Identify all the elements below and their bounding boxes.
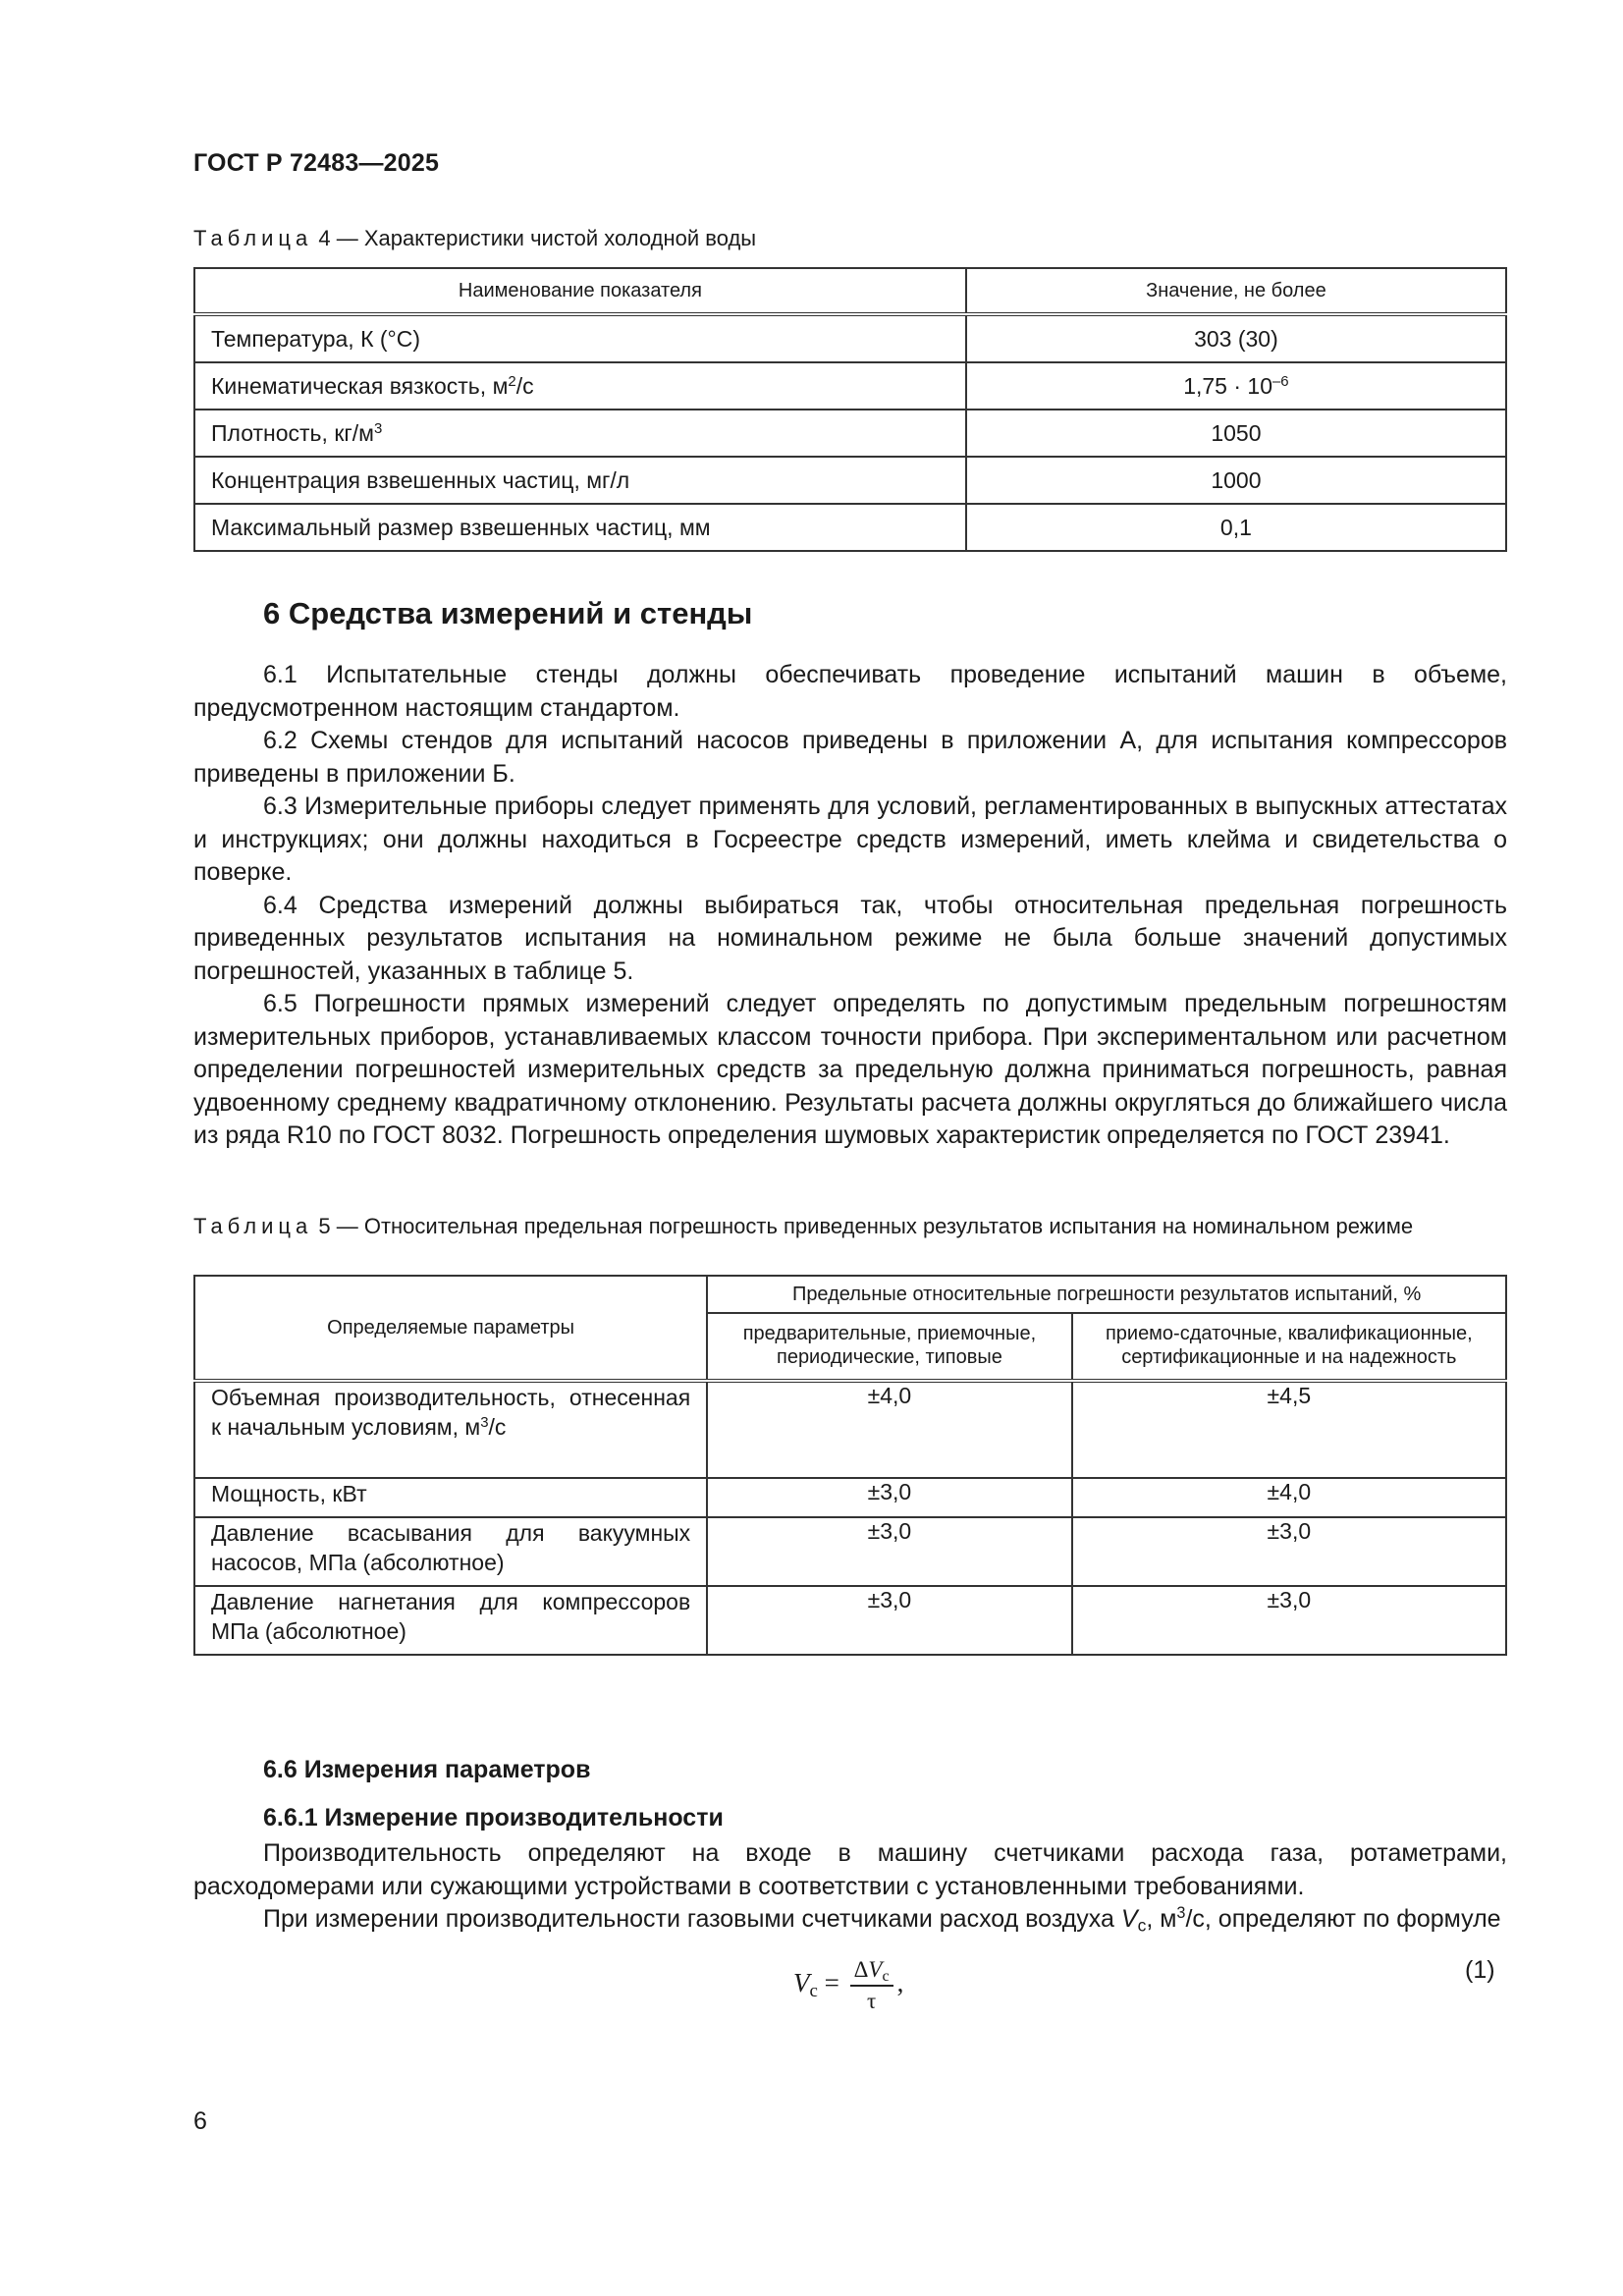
table5-col-group: Предельные относительные погрешности результатов испытаний, %	[707, 1276, 1506, 1313]
row-value: 0,1	[966, 504, 1506, 551]
row-value-1: ±4,0	[707, 1381, 1071, 1478]
row-value: 1050	[966, 410, 1506, 457]
table4-caption-word: Таблица	[193, 226, 313, 250]
table5-sub-col-1: предварительные, приемочные, периодические, типовые	[707, 1313, 1071, 1381]
row-value-2: ±4,5	[1072, 1381, 1506, 1478]
section-6-title: 6 Средства измерений и стенды	[263, 596, 753, 630]
table5-col-params: Определяемые параметры	[194, 1276, 707, 1381]
section-6-6-1-body	[193, 1837, 1507, 1937]
row-name: Давление всасывания для вакуумных насосов, МПа (абсолютное)	[194, 1517, 707, 1586]
section-6-6-1-title: 6.6.1 Измерение производительности	[263, 1804, 724, 1831]
table-row	[194, 1381, 1506, 1478]
paragraph-6-4: 6.4 Средства измерений должны выбираться так, чтобы относительная предельная погрешность приведенных результатов испытания на номинальном режиме не была больше значений допустимых погрешностей, указанных в таблице 5.	[193, 891, 1507, 985]
formula-comma: ,	[896, 1968, 904, 1998]
paragraph-6-3: 6.3 Измерительные приборы следует применять для условий, регламентированных в выпускных аттестатах и инструкциях; они должны находиться в Госреестре средств измерений, иметь клейма и свидетельства о поверке.	[193, 793, 1507, 886]
row-name: Плотность, $кг/м^3$	[194, 410, 966, 457]
row-name: Кинематическая вязкость, $м^2/с$	[194, 362, 966, 410]
row-value-2: ±3,0	[1072, 1517, 1506, 1586]
section-6-body	[193, 659, 1507, 1153]
paragraph-6-6-1-b: При измерении производительности газовыми счетчиками расход воздуха $V_c$, $м^3/с$, определяют по формуле	[263, 1904, 1501, 1936]
table4	[193, 267, 1507, 552]
formula-fraction	[850, 1957, 893, 2014]
formula-equals: =	[824, 1968, 839, 1998]
row-value: 303 (30)	[966, 314, 1506, 362]
row-name: Концентрация взвешенных частиц, мг/л	[194, 457, 966, 504]
row-name: Объемная производительность, отнесенная к начальным условиям, $м^3/с$	[194, 1381, 707, 1478]
table5-header-row	[194, 1276, 1506, 1313]
row-value-1: ±3,0	[707, 1517, 1071, 1586]
table-row	[194, 1478, 1506, 1517]
row-name: Давление нагнетания для компрессоров МПа (абсолютное)	[194, 1586, 707, 1655]
row-name: Максимальный размер взвешенных частиц, мм	[194, 504, 966, 551]
page-number: 6	[193, 2107, 207, 2135]
table4-header-row	[194, 268, 1506, 314]
table4-col-name: Наименование показателя	[194, 268, 966, 314]
table5	[193, 1275, 1507, 1656]
row-value: 1000	[966, 457, 1506, 504]
document-header: ГОСТ Р 72483—2025	[193, 149, 440, 177]
formula-1	[793, 1957, 903, 2014]
table-row	[194, 1586, 1506, 1655]
row-name: Мощность, кВт	[194, 1478, 707, 1517]
row-value-1: ±3,0	[707, 1478, 1071, 1517]
paragraph-6-1: 6.1 Испытательные стенды должны обеспечивать проведение испытаний машин в объеме, предусмотренном настоящим стандартом.	[193, 661, 1507, 722]
formula-lhs-var: V	[793, 1968, 810, 1998]
paragraph-6-2: 6.2 Схемы стендов для испытаний насосов приведены в приложении А, для испытания компрессоров приведены в приложении Б.	[193, 727, 1507, 788]
section-6-6-title: 6.6 Измерения параметров	[263, 1756, 591, 1783]
formula-number: (1)	[1465, 1956, 1495, 1984]
table-row	[194, 1517, 1506, 1586]
table5-caption-text: 5 — Относительная предельная погрешность приведенных результатов испытания на номинальном режиме	[312, 1214, 1414, 1238]
formula-lhs-sub: c	[809, 1980, 818, 2001]
table4-caption-text: 4 — Характеристики чистой холодной воды	[312, 226, 757, 250]
formula-numerator: $\Delta V_c$	[850, 1957, 893, 1987]
table4-caption	[193, 224, 756, 253]
table-row	[194, 457, 1506, 504]
table5-sub-col-2: приемо-сдаточные, квалификационные, сертификационные и на надежность	[1072, 1313, 1506, 1381]
table-row	[194, 410, 1506, 457]
row-value-2: ±3,0	[1072, 1586, 1506, 1655]
table5-caption	[193, 1212, 1507, 1241]
table-row	[194, 314, 1506, 362]
table5-caption-word: Таблица	[193, 1214, 313, 1238]
paragraph-6-6-1-a: Производительность определяют на входе в машину счетчиками расхода газа, ротаметрами, расходомерами или сужающими устройствами в соответствии с установленными требованиями.	[193, 1839, 1507, 1900]
formula-denominator: τ	[867, 1989, 877, 2013]
paragraph-6-5: 6.5 Погрешности прямых измерений следует определять по допустимым предельным погрешностям измерительных приборов, устанавливаемых классом точности прибора. При экспериментальном или расчетном определении погрешностей измерительных средств за предельную должна приниматься погрешность, равная удвоенному среднему квадратичному отклонению. Результаты расчета должны округляться до ближайшего числа из ряда R10 по ГОСТ 8032. Погрешность определения шумовых характеристик определяется по ГОСТ 23941.	[193, 990, 1507, 1149]
row-value-1: ±3,0	[707, 1586, 1071, 1655]
table-row	[194, 504, 1506, 551]
row-name: Температура, К (°С)	[194, 314, 966, 362]
row-value-2: ±4,0	[1072, 1478, 1506, 1517]
table-row	[194, 362, 1506, 410]
table4-col-value: Значение, не более	[966, 268, 1506, 314]
row-value: $1,75 \cdot 10^{-6}$	[966, 362, 1506, 410]
